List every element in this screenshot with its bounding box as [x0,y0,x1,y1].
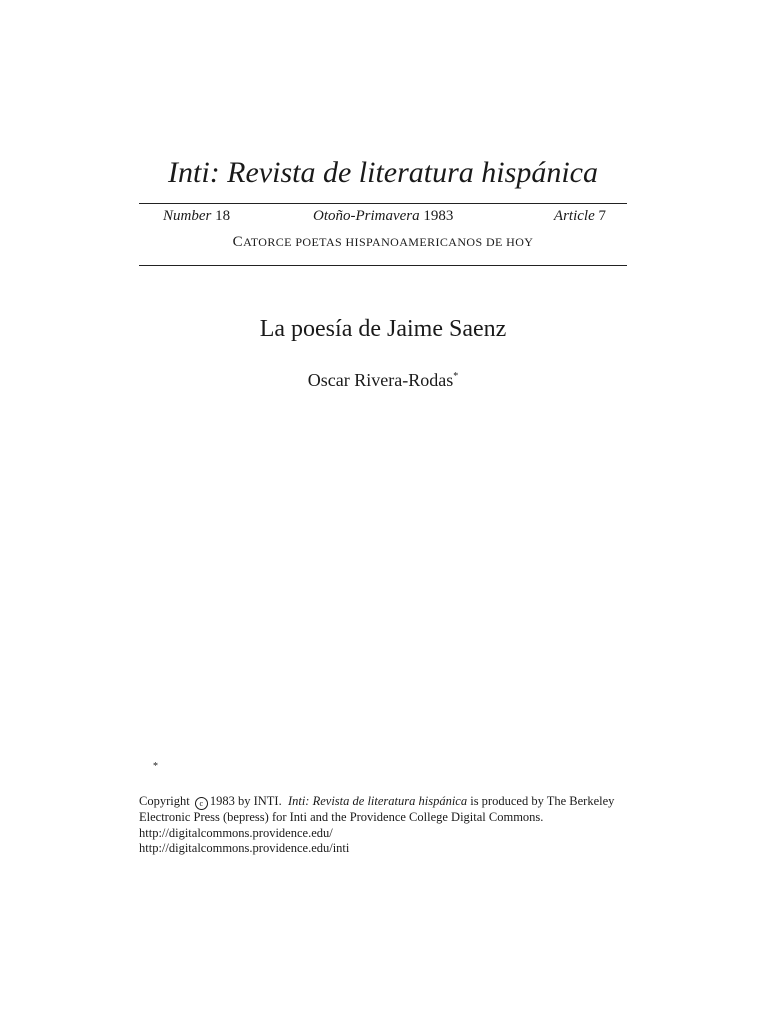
copyright-line-2: Electronic Press (bepress) for Inti and the Providence College Digital Commons. [139,810,544,824]
copyright-year-holder: 1983 by INTI. [209,794,282,808]
link-digitalcommons[interactable]: http://digitalcommons.providence.edu/ [139,825,333,840]
series-title-initial: C [232,234,244,250]
copyright-line-1 [139,794,639,810]
header-top-rule [139,203,627,204]
issue-number [163,206,230,226]
article-number-value: 7 [598,208,606,224]
issue-number-label: Number [163,208,212,224]
footnote-mark: * [153,761,158,772]
article-title: La poesía de Jaime Saenz [259,316,507,342]
journal-title: Inti: Revista de literatura hispánica [168,156,598,189]
article-number-label: Article [553,208,595,224]
author-footnote-mark: * [453,371,459,382]
copyright-journal-name: Inti: Revista de literatura hispánica [287,794,468,808]
series-title-rest: ATORCE POETAS HISPANOAMERICANOS DE HOY [243,235,534,249]
author-line [139,367,627,393]
copyright-line1-suffix: is produced by The Berkeley [470,794,615,808]
link-digitalcommons-inti[interactable]: http://digitalcommons.providence.edu/inti [139,841,350,855]
issue-meta-row [163,206,606,226]
issue-number-value: 18 [215,208,231,224]
issue-series-title [139,232,627,252]
article-number [554,206,606,226]
copyright-prefix: Copyright [139,794,190,808]
issue-season [313,206,453,226]
header-bottom-rule [139,265,627,266]
issue-year: 1983 [423,208,454,224]
issue-season-label: Otoño-Primavera [313,208,420,224]
author-name: Oscar Rivera-Rodas [307,370,454,390]
copyright-icon: c [195,797,208,810]
copyright-notice [139,794,639,857]
